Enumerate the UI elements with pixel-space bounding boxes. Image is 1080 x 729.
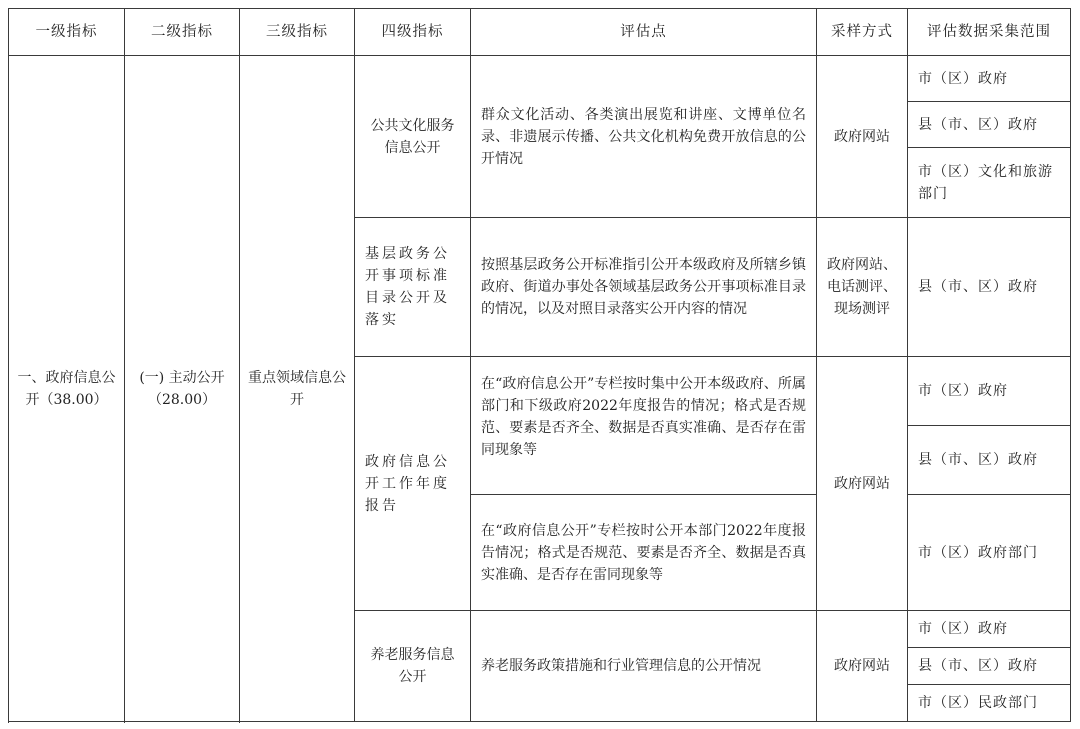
scope-cell: 市（区）政府 xyxy=(908,56,1071,102)
header-row xyxy=(9,9,1071,56)
level1-cell: 一、政府信息公开（38.00） xyxy=(9,56,125,722)
header-level3: 三级指标 xyxy=(240,9,355,56)
sampling-method-cell: 政府网站、电话测评、现场测评 xyxy=(817,218,908,357)
level4-cell: 公共文化服务信息公开 xyxy=(355,56,471,218)
level3-cell: 重点领域信息公开 xyxy=(240,56,355,722)
eval-point-cell: 按照基层政务公开标准指引公开本级政府及所辖乡镇政府、街道办事处各领域基层政务公开事项标准目录的情况，以及对照目录落实公开内容的情况 xyxy=(471,218,817,357)
level2-cell: (一) 主动公开（28.00） xyxy=(125,56,240,722)
header-level2: 二级指标 xyxy=(125,9,240,56)
evaluation-indicator-table xyxy=(8,8,1071,722)
scope-cell: 市（区）民政部门 xyxy=(908,685,1071,722)
scope-cell: 市（区）文化和旅游部门 xyxy=(908,148,1071,218)
level4-cell: 基层政务公开事项标准目录公开及落实 xyxy=(355,218,471,357)
eval-point-cell: 在“政府信息公开”专栏按时集中公开本级政府、所属部门和下级政府2022年度报告的情况；格式是否规范、要素是否齐全、数据是否真实准确、是否存在雷同现象等 xyxy=(471,357,817,495)
scope-cell: 市（区）政府部门 xyxy=(908,495,1071,611)
sampling-method-cell: 政府网站 xyxy=(817,56,908,218)
eval-point-cell: 群众文化活动、各类演出展览和讲座、文博单位名录、非遗展示传播、公共文化机构免费开放信息的公开情况 xyxy=(471,56,817,218)
header-sampling-method: 采样方式 xyxy=(817,9,908,56)
eval-point-cell: 在“政府信息公开”专栏按时公开本部门2022年度报告情况；格式是否规范、要素是否齐全、数据是否真实准确、是否存在雷同现象等 xyxy=(471,495,817,611)
scope-cell: 县（市、区）政府 xyxy=(908,102,1071,148)
level4-cell: 政府信息公开工作年度报告 xyxy=(355,357,471,611)
scope-cell: 市（区）政府 xyxy=(908,357,1071,426)
header-level1: 一级指标 xyxy=(9,9,125,56)
eval-point-cell: 养老服务政策措施和行业管理信息的公开情况 xyxy=(471,611,817,722)
scope-cell: 县（市、区）政府 xyxy=(908,218,1071,357)
table-row xyxy=(9,56,1071,102)
header-level4: 四级指标 xyxy=(355,9,471,56)
sampling-method-cell: 政府网站 xyxy=(817,611,908,722)
sampling-method-cell: 政府网站 xyxy=(817,357,908,611)
header-eval-point: 评估点 xyxy=(471,9,817,56)
scope-cell: 县（市、区）政府 xyxy=(908,648,1071,685)
header-collection-scope: 评估数据采集范围 xyxy=(908,9,1071,56)
level4-cell: 养老服务信息公开 xyxy=(355,611,471,722)
scope-cell: 县（市、区）政府 xyxy=(908,426,1071,495)
scope-cell: 市（区）政府 xyxy=(908,611,1071,648)
